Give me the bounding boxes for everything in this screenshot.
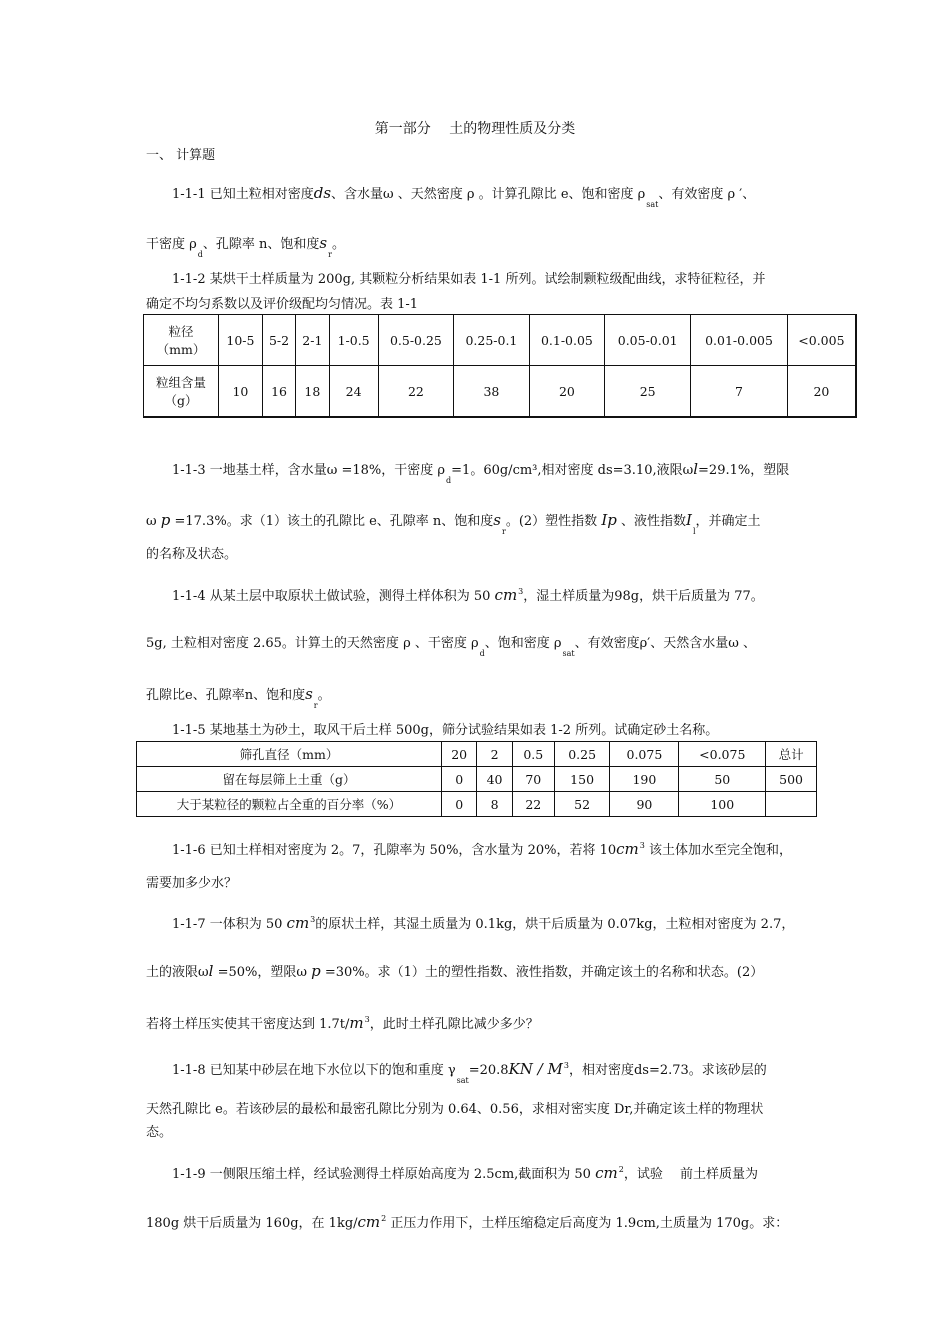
table-cell: 20 [787,366,856,418]
table-cell: 16 [262,366,295,418]
section-heading: 一、 计算题 [146,148,216,163]
table-cell: 8 [477,792,512,817]
problem-1-1-7-line3: 若将土样压实使其干密度达到 $1.7t/m^3$，此时土样孔隙比减少多少？ [146,1014,539,1032]
problem-1-1-3-line3: 的名称及状态。 [146,547,238,562]
problem-1-1-3-line1: 1-1-3 一地基土样，含水量ω =18%，干密度 $\rho_d=1$。60g/cm³,相对密度 ds=3.10,液限ωl=29.1%，塑限 [172,460,790,485]
problem-1-1-3-line2: ω p =17.3%。求（1）该土的孔隙比 e、孔隙率 n、饱和度$s_r$。(2）塑性指数 Ip 、液性指数$I_l$，并确定土 [146,511,761,536]
table-cell: <0.075 [679,742,766,767]
table-cell: 20 [529,366,605,418]
problem-1-1-1-line2: 干密度 $\rho_d$、孔隙率 n、饱和度$s_r$。 [146,234,345,259]
table-cell: 24 [329,366,378,418]
table-cell: 2 [477,742,512,767]
table-cell: 70 [512,767,554,792]
table-cell: 10-5 [219,315,263,366]
table-header-cell: 粒组含量 （g） [144,366,219,418]
page-title: 第一部分 土的物理性质及分类 [374,121,576,137]
problem-1-1-8-line3: 态。 [146,1125,173,1140]
problem-1-1-8-line1: 1-1-8 已知某中砂层在地下水位以下的饱和重度 $\gamma_{sat}=20.8KN / M^3$，相对密度ds=2.73。求该砂层的 [172,1060,767,1085]
table-cell: 0.5 [512,742,554,767]
table-cell: 0.05-0.01 [605,315,691,366]
problem-1-1-2-line1: 1-1-2 某烘干土样质量为 200g, 其颗粒分析结果如表 1-1 所列。试绘制颗粒级配曲线，求特征粒径，并 [172,272,766,287]
table-cell: 0 [442,767,477,792]
table-row [137,792,817,817]
table-cell: 22 [378,366,454,418]
table-cell: 0 [442,792,477,817]
table-row [144,366,857,418]
problem-1-1-7-line2: 土的液限ωl =50%，塑限ω p =30%。求（1）土的塑性指数、液性指数，并确定该土的名称和状态。(2） [146,962,764,980]
table-cell: 5-2 [262,315,295,366]
problem-1-1-9-line1: 1-1-9 一侧限压缩土样，经试验测得土样原始高度为 2.5cm,截面积为 50 $cm^2$，试验 前土样质量为 [172,1164,758,1182]
table-1-1 [143,314,857,418]
table-cell: 0.25-0.1 [454,315,530,366]
table-cell: 10 [219,366,263,418]
table-header-cell: 粒径 （mm） [144,315,219,366]
table-cell: 0.075 [610,742,679,767]
problem-1-1-2-line2: 确定不均匀系数以及评价级配均匀情况。表 1-1 [146,297,419,312]
table-cell: 0.1-0.05 [529,315,605,366]
problem-1-1-9-line2: 180g 烘干后质量为 160g，在 $1kg/cm^2$ 正压力作用下，土样压缩稳定后高度为 1.9cm,土质量为 170g。求： [146,1213,789,1231]
table-cell: 150 [554,767,610,792]
table-header-cell: 大于某粒径的颗粒占全重的百分率（%） [137,792,442,817]
table-cell: 50 [679,767,766,792]
table-cell: 18 [296,366,329,418]
table-row [137,742,817,767]
table-cell: 190 [610,767,679,792]
problem-1-1-4-line3: 孔隙比e、孔隙率n、饱和度$s_r$。 [146,685,331,710]
table-cell: 22 [512,792,554,817]
table-row [137,767,817,792]
table-cell: 0.01-0.005 [691,315,788,366]
table-cell: 38 [454,366,530,418]
table-cell: 25 [605,366,691,418]
table-header-cell: 留在每层筛上土重（g） [137,767,442,792]
table-cell: 100 [679,792,766,817]
table-cell: 2-1 [296,315,329,366]
table-cell: 20 [442,742,477,767]
problem-1-1-4-line1: 1-1-4 从某土层中取原状土做试验，测得土样体积为 50 $cm^3$，湿土样质量为98g，烘干后质量为 77。 [172,586,764,604]
problem-1-1-1-line1: 1-1-1 已知土粒相对密度ds、含水量ω 、天然密度 ρ 。计算孔隙比 e、饱和密度 $\rho_{sat}$、有效密度 ρ ′、 [172,184,756,209]
table-1-2 [136,741,817,817]
table-cell: 0.5-0.25 [378,315,454,366]
table-cell: 0.25 [554,742,610,767]
problem-1-1-4-line2: 5g, 土粒相对密度 2.65。计算土的天然密度 ρ 、干密度 $\rho_d$、饱和密度 $\rho_{sat}$、有效密度ρ′、天然含水量ω 、 [146,636,756,658]
table-cell: 1-0.5 [329,315,378,366]
problem-1-1-7-line1: 1-1-7 一体积为 50 $cm^3$的原状土样，其湿土质量为 0.1kg，烘干后质量为 0.07kg，土粒相对密度为 2.7， [172,914,795,932]
table-header-cell: 筛孔直径（mm） [137,742,442,767]
problem-1-1-5: 1-1-5 某地基土为砂土，取风干后土样 500g，筛分试验结果如表 1-2 所列。试确定砂土名称。 [172,723,719,738]
table-cell: 52 [554,792,610,817]
problem-1-1-6-line2: 需要加多少水？ [146,876,238,891]
table-cell: 500 [766,767,817,792]
table-cell: 40 [477,767,512,792]
table-cell: <0.005 [787,315,856,366]
table-cell: 总计 [766,742,817,767]
table-row [144,315,857,366]
problem-1-1-6-line1: 1-1-6 已知土样相对密度为 2。7，孔隙率为 50%，含水量为 20%，若将 $10cm^3$ 该土体加水至完全饱和， [172,840,793,858]
table-cell [766,792,817,817]
table-cell: 7 [691,366,788,418]
problem-1-1-8-line2: 天然孔隙比 e。若该砂层的最松和最密孔隙比分别为 0.64、0.56，求相对密实度 Dr,并确定该土样的物理状 [146,1102,764,1117]
table-cell: 90 [610,792,679,817]
